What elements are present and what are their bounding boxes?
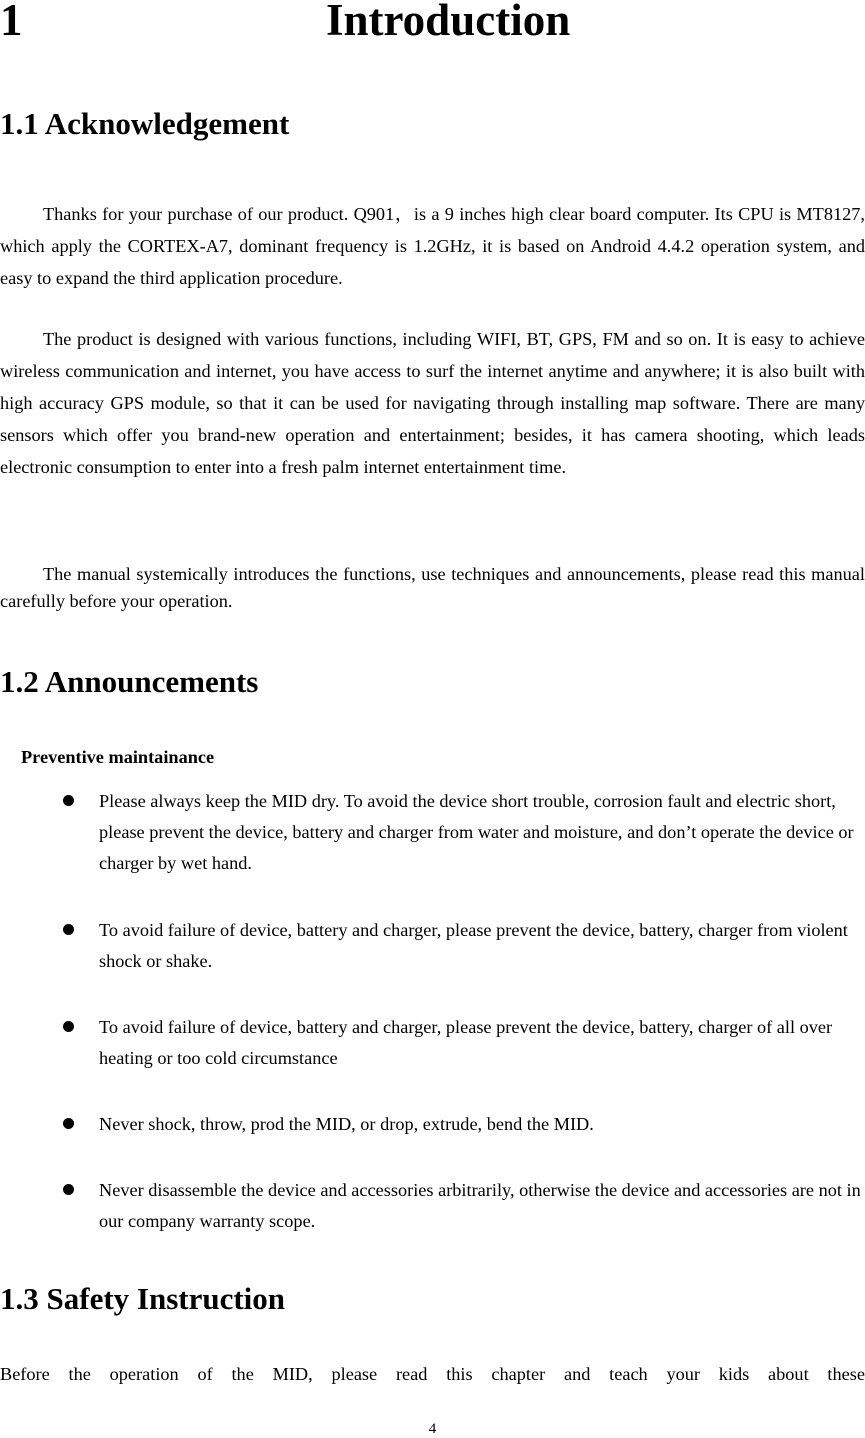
bullet-icon [63,1184,74,1195]
acknowledgement-paragraph-2: The product is designed with various functions, including WIFI, BT, GPS, FM and so on. It is easy to achieve wireless communication and internet, you have access to surf the internet anytime and anywhere; it is also built with high accuracy GPS module, so that it can be used for navigating through installing map software. There are many sensors which offer you brand-new operation and entertainment; besides, it has camera shooting, which leads electronic consumption to enter into a fresh palm internet entertainment time. [0,329,865,477]
bullet-icon [63,1021,74,1032]
list-item-text: To avoid failure of device, battery and charger, please prevent the device, battery, charger of all over heating or too cold circumstance [99,1017,833,1068]
list-item-text: Never disassemble the device and accessories arbitrarily, otherwise the device and accessories are not in our company warranty scope. [99,1180,861,1231]
list-item-text: To avoid failure of device, battery and charger, please prevent the device, battery, charger from violent shock or shake. [99,920,848,971]
chapter-number: 1 [0,0,23,45]
bullet-icon [63,1118,74,1129]
bullet-icon [63,795,74,806]
preventive-maintainance-subheading: Preventive maintainance [21,747,215,767]
section-heading-announcements: 1.2 Announcements [0,664,259,699]
list-item-text: Please always keep the MID dry. To avoid the device short trouble, corrosion fault and electric short, please prevent the device, battery and charger from water and moisture, and don’t operate the device or charger by wet hand. [99,791,854,873]
section-heading-acknowledgement: 1.1 Acknowledgement [0,106,290,141]
acknowledgement-paragraph-1: Thanks for your purchase of our product. Q901，is a 9 inches high clear board computer. Its CPU is MT8127, which apply the CORTEX-A7, dominant frequency is 1.2GHz, it is based on Android 4.4.2 operation system, and easy to expand the third application procedure. [0,204,865,288]
chapter-title [0,0,865,46]
bullet-icon [63,924,74,935]
list-item-text: Never shock, throw, prod the MID, or drop, extrude, bend the MID. [99,1114,594,1134]
safety-intro-text: Before the operation of the MID, please read this chapter and teach your kids about these [0,1364,865,1384]
page-number: 4 [428,1421,437,1437]
acknowledgement-paragraph-3: The manual systemically introduces the functions, use techniques and announcements, please read this manual carefully before your operation. [0,564,865,611]
chapter-name: Introduction [326,0,571,45]
section-heading-safety: 1.3 Safety Instruction [0,1281,286,1316]
